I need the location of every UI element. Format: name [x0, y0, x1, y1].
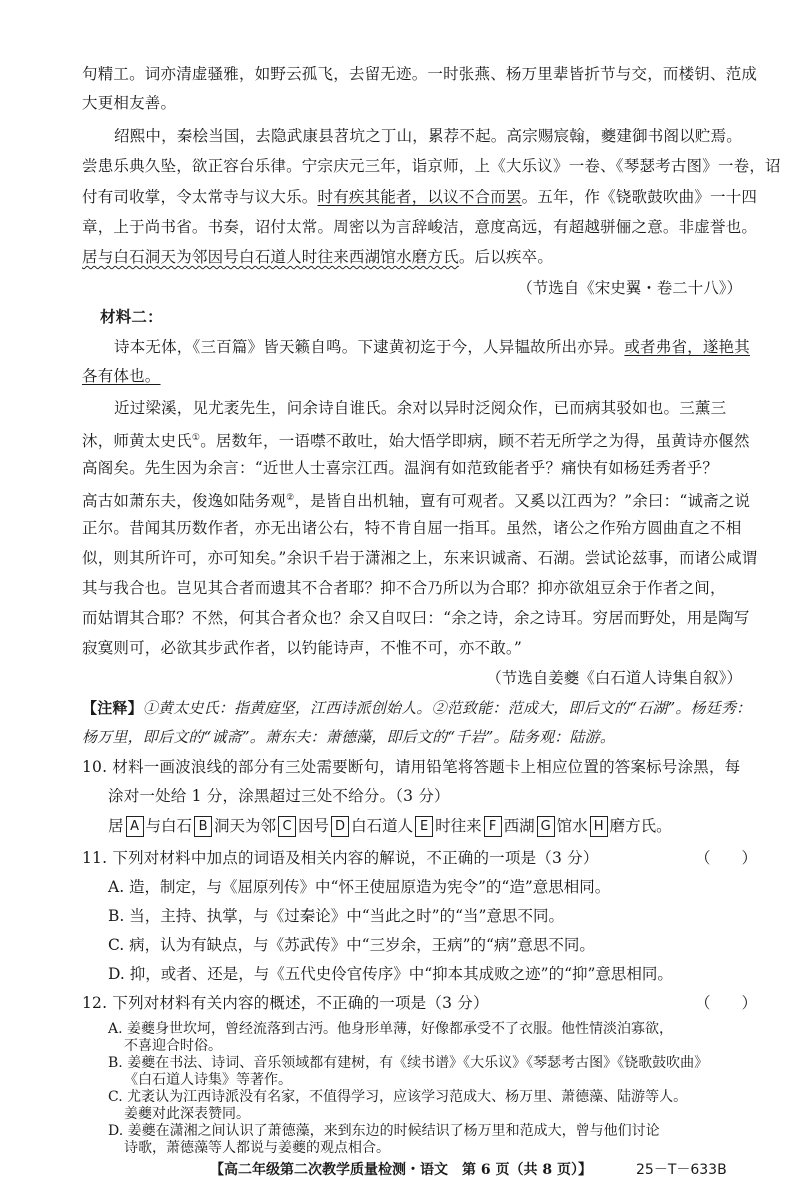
- material1-line: 绍熙中，秦桧当国，去隐武康县苕坑之丁山，累荐不起。高宗赐宸翰，夔建御书阁以贮焉。: [114, 127, 743, 145]
- material1-line: [82, 187, 757, 207]
- q10-segment: 西湖: [503, 817, 535, 835]
- material2-line: 似，则其所许可，亦可知矣。”余识千岩于潇湘之上，东来识诚斋、石湖。尝试论兹事，而诸公咸谓: [82, 549, 758, 567]
- wavy-underlined-passage: 居与白石洞天为邻因号白石道人时往来西湖馆水磨方氏: [82, 248, 459, 266]
- material2-line: [82, 428, 750, 451]
- q11-answer-paren[interactable]: （ ）: [695, 849, 758, 867]
- answer-box-f[interactable]: F: [484, 816, 502, 837]
- material1-text: 付有司收掌，令太常寺与议大乐。: [82, 188, 318, 206]
- material2-line: 正尔。昔闻其历数作者，亦无出诸公右，特不肯自屈一指耳。虽然，诸公之作殆方圆曲直之不相: [82, 519, 742, 537]
- q11-stem: 11. 下列对材料中加点的词语及相关内容的解说，不正确的一项是（3 分）: [82, 849, 599, 867]
- notes-line: 杨万里，即后文的“诚斋”。萧东夫：萧德藻，即后文的“千岩”。陆务观：陆游。: [82, 728, 616, 746]
- material1-line: 尝患乐典久坠，欲正容台乐律。宁宗庆元三年，诣京师，上《大乐议》一卷、《琴瑟考古图》一卷，诏: [82, 157, 781, 175]
- q12-option-c-cont: 姜夔对此深表赞同。: [124, 1106, 250, 1122]
- material2-text: 诗本无体，《三百篇》皆天籁自鸣。下逮黄初迄于今，人异韫故所出亦异。: [114, 338, 625, 356]
- answer-box-b[interactable]: B: [194, 816, 212, 837]
- q10-segment: 磨方氏。: [609, 817, 672, 835]
- material2-text: 沐，师黄太史氏: [82, 432, 192, 451]
- q11-option-b[interactable]: B. 当，主持、执掌，与《过秦论》中“当此之时”的“当”意思不同。: [108, 907, 564, 925]
- q10-segment: 时往来: [435, 817, 482, 835]
- answer-box-e[interactable]: E: [415, 816, 433, 837]
- q12-option-d-cont: 诗歌，萧德藻等人都说与姜夔的观点相合。: [124, 1140, 390, 1156]
- material2-line: [82, 488, 750, 511]
- material1-text: 。后以疾卒。: [458, 248, 554, 266]
- material1-line: 句精工。词亦清虚骚雅，如野云孤飞，去留无迹。一时张燕、杨万里辈皆折节与交，而楼钥、范成: [82, 65, 758, 83]
- material2-text: 高古如萧东夫，俊逸如陆务观: [82, 492, 287, 511]
- material2-line: [82, 366, 161, 386]
- material1-source: （节选自《宋史翼・卷二十八》）: [517, 279, 742, 297]
- q11-option-c[interactable]: C. 病，认为有缺点，与《苏武传》中“三岁余，王病”的“病”意思不同。: [108, 936, 595, 954]
- answer-box-a[interactable]: A: [126, 816, 144, 837]
- underlined-sentence: 或者弗省，遂艳其: [624, 338, 750, 356]
- material2-text: 。居数年，一语噤不敢吐，始大悟学即病，顾不若无所学之为得，虽黄诗亦偃然: [200, 432, 750, 451]
- underlined-sentence: 各有体也。: [82, 367, 161, 385]
- q10-segment: 与白石: [145, 817, 193, 835]
- q10-segment: 居: [108, 817, 124, 835]
- footnote-mark-1: ①: [191, 433, 201, 443]
- q12-option-b[interactable]: B. 姜夔在书法、诗词、音乐领域都有建树，有《续书谱》《大乐议》《琴瑟考古图》《铙歌鼓吹曲》: [108, 1055, 709, 1071]
- material1-line: [82, 247, 553, 267]
- q12-option-b-cont: 《白石道人诗集》等著作。: [124, 1072, 292, 1088]
- material2-line: 而姑谓其合耶？不然，何其合者众也？余又自叹曰：“余之诗，余之诗耳。穷居而野处，用是陶写: [82, 609, 750, 627]
- material2-line: [114, 337, 750, 357]
- q12-option-d[interactable]: D. 姜夔在潇湘之间认识了萧德藻，来到东边的时候结识了杨万里和范成大，曾与他们讨论: [108, 1123, 660, 1139]
- answer-box-d[interactable]: D: [331, 816, 349, 837]
- answer-box-c[interactable]: C: [278, 816, 296, 837]
- notes-text: ①黄太史氏：指黄庭坚，江西诗派创始人。②范致能：范成大，即后文的“石湖”。杨廷秀：: [142, 699, 752, 717]
- material2-line: 近过梁溪，见尤袤先生，问余诗自谁氏。余对以异时泛阅众作，已而病其驳如也。三薰三: [114, 399, 727, 417]
- material1-line: 章，上于尚书省。书奏，诏付太常。周密以为言辞峻洁，意度高远，有超越骈俪之意。非虚誉也。: [82, 218, 758, 236]
- q12-option-a[interactable]: A. 姜夔身世坎坷，曾经流落到古沔。他身形单薄，好像都承受不了衣服。他性情淡泊寡欲，: [108, 1021, 674, 1037]
- material2-line: 其与我合也。岂见其合者而遗其不合者耶？抑不合乃所以为合耶？抑亦欲俎豆余于作者之间，: [82, 579, 726, 597]
- q10-segment: 白石道人: [351, 817, 414, 835]
- footer-title: 【高二年级第二次教学质量检测・语文 第 6 页（共 8 页）】: [210, 1162, 592, 1178]
- q10-segment: 因号: [298, 817, 330, 835]
- material2-line: 高阁矣。先生因为余言：“近世人士喜宗江西。温润有如范致能者乎？痛快有如杨廷秀者乎？: [82, 459, 719, 477]
- q10-stem: 涂对一处给 1 分，涂黑超过三处不给分。（3 分）: [108, 787, 450, 805]
- material2-text: ，是皆自出机轴，亶有可观者。又奚以江西为？”余曰：“诚斋之说: [294, 492, 751, 511]
- footnote-mark-2: ②: [286, 493, 295, 503]
- material2-heading: 材料二：: [100, 307, 163, 326]
- q12-option-c[interactable]: C. 尤袤认为江西诗派没有名家，不值得学习，应该学习范成大、杨万里、萧德藻、陆游等人。: [108, 1089, 688, 1105]
- q10-segment: 馆水: [556, 817, 588, 835]
- notes-tag: 【注释】: [82, 699, 143, 717]
- q12-answer-paren[interactable]: （ ）: [695, 994, 758, 1012]
- footer-code: 25－T－633B: [636, 1162, 727, 1178]
- material1-line: 大更相友善。: [82, 94, 177, 112]
- material2-source: （节选自姜夔《白石道人诗集自叙》）: [486, 669, 742, 687]
- q10-stem: 10. 材料一画波浪线的部分有三处需要断句，请用铅笔将答题卡上相应位置的答案标号涂黑，每: [82, 758, 741, 776]
- q12-stem: 12. 下列对材料有关内容的概述，不正确的一项是（3 分）: [82, 994, 489, 1012]
- answer-box-h[interactable]: H: [590, 816, 608, 837]
- q11-option-d[interactable]: D. 抑，或者、还是，与《五代史伶官传序》中“抑本其成败之迹”的“抑”意思相同。: [108, 965, 673, 983]
- material1-text: 。五年，作《铙歌鼓吹曲》一十四: [521, 188, 758, 206]
- material2-line: 寂寞则可，必欲其步武作者，以钓能诗声，不惟不可，亦不敢。”: [82, 639, 522, 657]
- answer-box-g[interactable]: G: [537, 816, 555, 837]
- notes-line: [82, 698, 751, 718]
- underlined-sentence: 时有疾其能者，以议不合而罢: [317, 188, 522, 206]
- q12-option-a-cont: 不喜迎合时俗。: [124, 1038, 222, 1054]
- q10-answer-row: [108, 814, 672, 837]
- q10-segment: 洞天为邻: [214, 817, 277, 835]
- q11-option-a[interactable]: A. 造，制定，与《屈原列传》中“怀王使屈原造为宪令”的“造”意思相同。: [108, 878, 611, 896]
